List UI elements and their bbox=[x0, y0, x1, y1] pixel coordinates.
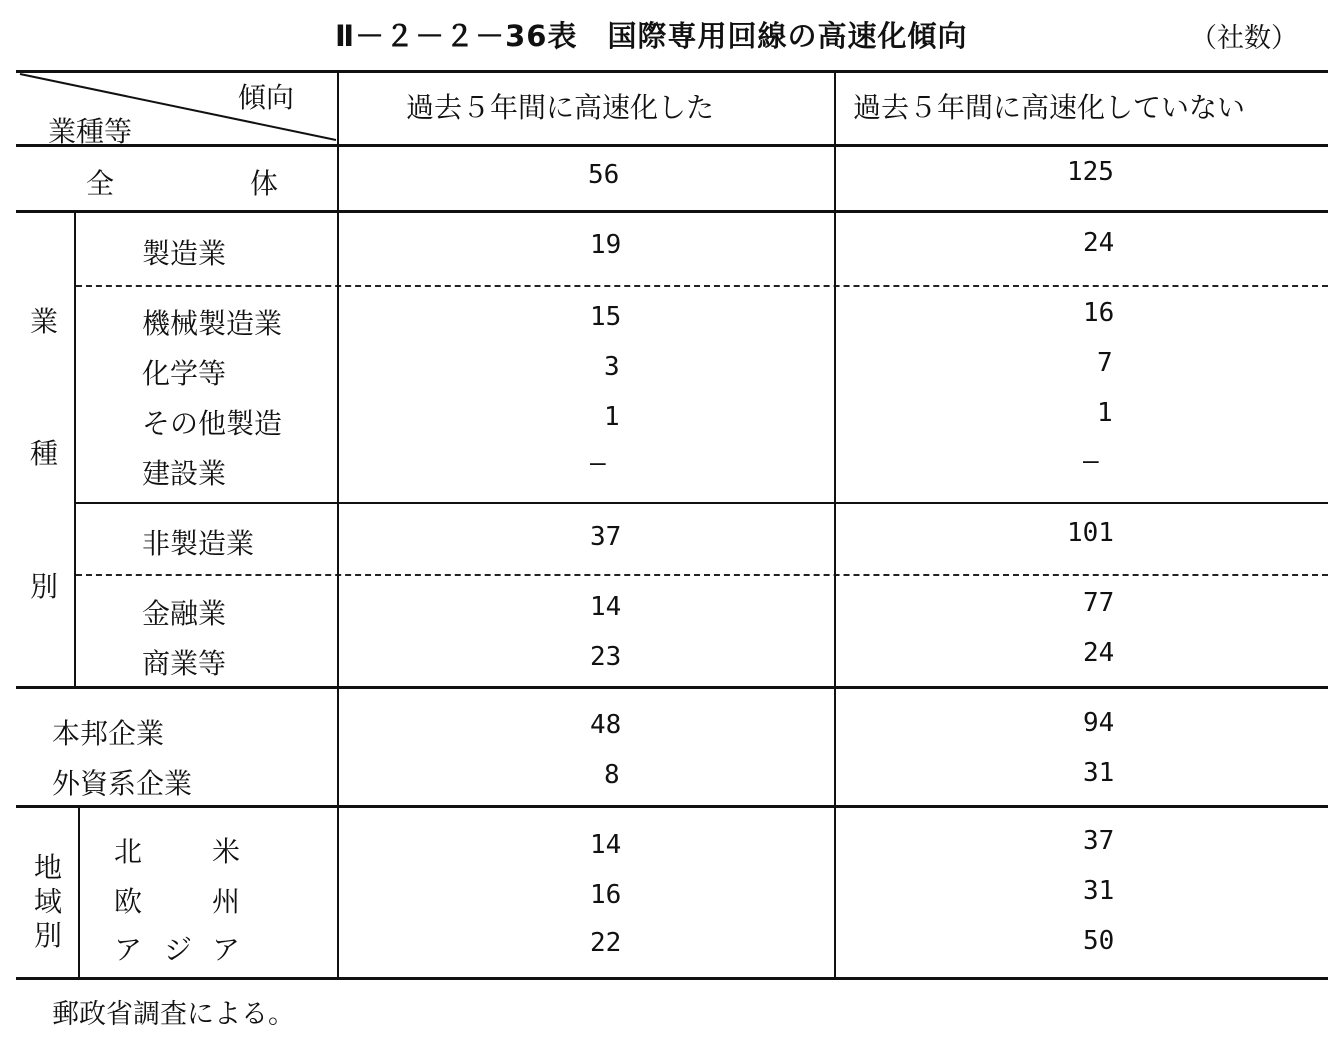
row-label-commerce: 商業等 bbox=[142, 647, 227, 680]
total-value-accelerated: 56 bbox=[588, 160, 620, 190]
industry-bottom-border bbox=[16, 686, 1328, 689]
nonmfg-dashed-separator bbox=[76, 574, 1328, 576]
non-manufacturing-value-not-accelerated: 101 bbox=[1067, 518, 1114, 548]
row-label-north-america-a: 北 bbox=[114, 835, 143, 868]
industry-group-char-3: 別 bbox=[30, 570, 59, 603]
total-label-a: 全 bbox=[86, 167, 115, 200]
machinery-value-accelerated: 15 bbox=[590, 302, 622, 332]
row-label-asia-a: ア bbox=[114, 933, 143, 966]
row-label-europe-a: 欧 bbox=[114, 885, 143, 918]
row-label-north-america-b: 米 bbox=[212, 835, 241, 868]
table-bottom-border bbox=[16, 977, 1328, 980]
region-group-border bbox=[78, 807, 80, 977]
finance-value-accelerated: 14 bbox=[590, 592, 622, 622]
column-header-not-accelerated: 過去５年間に高速化していない bbox=[853, 91, 1246, 124]
non-manufacturing-value-accelerated: 37 bbox=[590, 522, 622, 552]
header-bottom-border bbox=[16, 144, 1328, 147]
domestic-value-accelerated: 48 bbox=[590, 710, 622, 740]
row-label-chemical: 化学等 bbox=[142, 357, 227, 390]
row-label-finance: 金融業 bbox=[142, 597, 227, 630]
capital-bottom-border bbox=[16, 805, 1328, 808]
finance-value-not-accelerated: 77 bbox=[1083, 588, 1115, 618]
total-bottom-border bbox=[16, 210, 1328, 213]
construction-value-accelerated: — bbox=[590, 448, 606, 478]
source-note: 郵政省調査による。 bbox=[52, 999, 295, 1030]
table-title: Ⅱ－２－２－36表 国際専用回線の高速化傾向 bbox=[335, 19, 968, 53]
asia-value-not-accelerated: 50 bbox=[1083, 926, 1115, 956]
region-group-char-3: 別 bbox=[34, 919, 63, 952]
domestic-value-not-accelerated: 94 bbox=[1083, 708, 1115, 738]
region-group-char-2: 域 bbox=[34, 885, 63, 918]
europe-value-not-accelerated: 31 bbox=[1083, 876, 1115, 906]
chemical-value-accelerated: 3 bbox=[604, 352, 620, 382]
row-label-manufacturing: 製造業 bbox=[142, 237, 227, 270]
manufacturing-value-accelerated: 19 bbox=[590, 230, 622, 260]
manufacturing-value-not-accelerated: 24 bbox=[1083, 228, 1115, 258]
commerce-value-accelerated: 23 bbox=[590, 642, 622, 672]
north-america-value-not-accelerated: 37 bbox=[1083, 826, 1115, 856]
row-label-machinery: 機械製造業 bbox=[142, 307, 283, 340]
other-mfg-value-not-accelerated: 1 bbox=[1097, 398, 1113, 428]
unit-label: （社数） bbox=[1190, 23, 1298, 54]
row-label-domestic: 本邦企業 bbox=[52, 717, 165, 750]
column-header-accelerated: 過去５年間に高速化した bbox=[406, 91, 715, 124]
row-label-asia-c: ア bbox=[212, 933, 241, 966]
foreign-value-not-accelerated: 31 bbox=[1083, 758, 1115, 788]
region-group-char-1: 地 bbox=[34, 851, 63, 884]
row-label-other-mfg: その他製造 bbox=[142, 407, 283, 440]
industry-group-char-1: 業 bbox=[30, 305, 59, 338]
other-mfg-value-accelerated: 1 bbox=[604, 402, 620, 432]
industry-group-char-2: 種 bbox=[30, 437, 59, 470]
mfg-dashed-separator bbox=[76, 285, 1328, 287]
label-column-border bbox=[337, 72, 339, 977]
total-label-b: 体 bbox=[250, 167, 279, 200]
machinery-value-not-accelerated: 16 bbox=[1083, 298, 1115, 328]
total-value-not-accelerated: 125 bbox=[1067, 157, 1114, 187]
value-column-border bbox=[834, 72, 836, 977]
commerce-value-not-accelerated: 24 bbox=[1083, 638, 1115, 668]
europe-value-accelerated: 16 bbox=[590, 880, 622, 910]
row-label-europe-b: 州 bbox=[212, 885, 241, 918]
row-label-non-manufacturing: 非製造業 bbox=[142, 527, 255, 560]
construction-value-not-accelerated: — bbox=[1083, 446, 1099, 476]
chemical-value-not-accelerated: 7 bbox=[1097, 348, 1113, 378]
header-corner-industry: 業種等 bbox=[48, 115, 133, 148]
header-corner-trend: 傾向 bbox=[238, 81, 295, 114]
north-america-value-accelerated: 14 bbox=[590, 830, 622, 860]
asia-value-accelerated: 22 bbox=[590, 928, 622, 958]
industry-group-border bbox=[74, 212, 76, 686]
row-label-asia-b: ジ bbox=[164, 933, 193, 966]
row-label-foreign: 外資系企業 bbox=[52, 767, 193, 800]
foreign-value-accelerated: 8 bbox=[604, 760, 620, 790]
non-mfg-separator bbox=[76, 502, 1328, 504]
row-label-construction: 建設業 bbox=[142, 457, 227, 490]
